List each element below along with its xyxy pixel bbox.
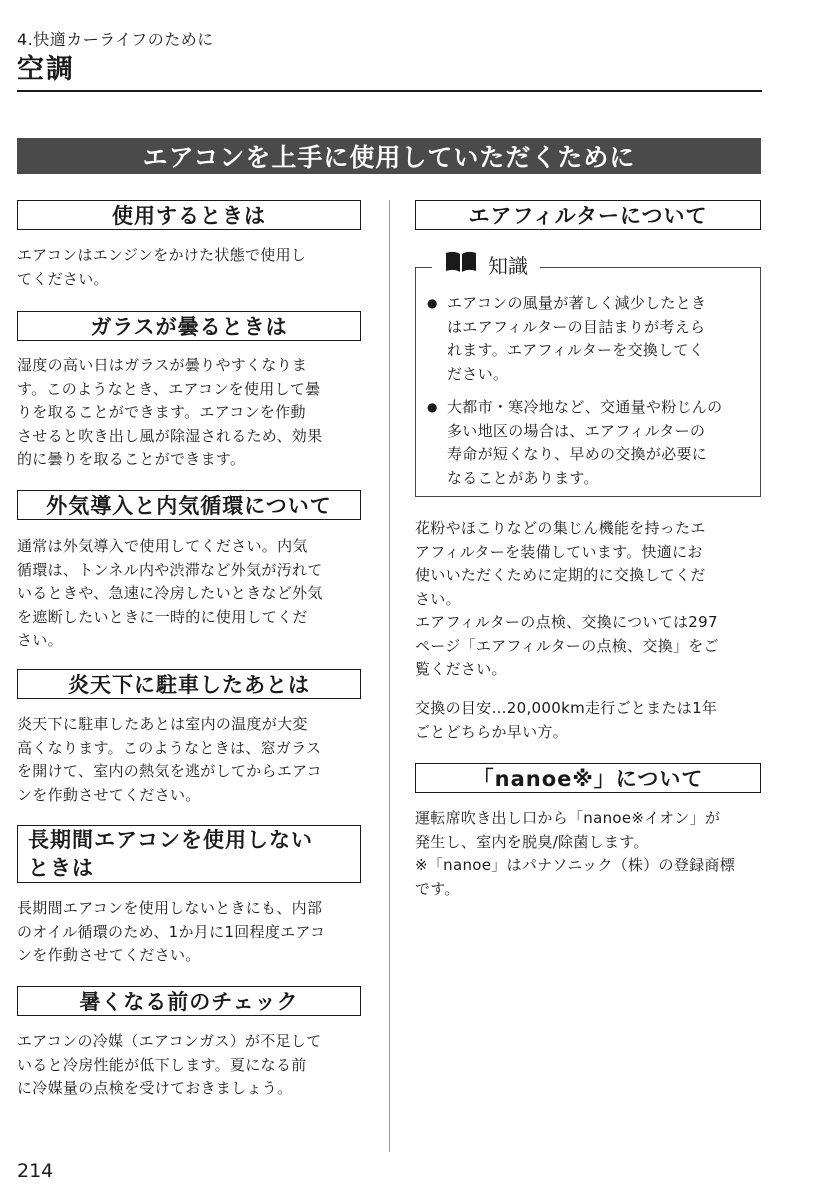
paragraph-using: エアコンはエンジンをかけた状態で使用し てください。: [17, 246, 307, 288]
book-icon: [444, 250, 478, 279]
paragraph-air-intake: 通常は外気導入で使用してください。内気 循環は、トンネル内や渋滞など外気が汚れて いるときや、急速に冷房したいときなど外気 を遮断したいときに一時的に使用してくだ さい。: [17, 537, 323, 649]
knowledge-item-text: エアコンの風量が著しく減少したとき はエアフィルターの目詰まりが考えら れます。エアフィルターを交換してく ださい。: [447, 294, 707, 383]
bullet-icon: ●: [427, 400, 438, 414]
paragraph-hot-parking: 炎天下に駐車したあとは室内の温度が大変 高くなります。このようなときは、窓ガラス を開けて、室内の熱気を逃がしてからエアコ ンを作動させてください。: [17, 715, 322, 804]
paragraph-summer-check: エアコンの冷媒（エアコンガス）が不足して いると冷房性能が低下します。夏になる前 に冷媒量の点検を受けておきましょう。: [17, 1032, 322, 1097]
paragraph-nanoe: 運転席吹き出し口から「nanoe※イオン」が 発生し、室内を脱臭/除菌します。 ※「nanoe」はパナソニック（株）の登録商標 です。: [415, 809, 736, 898]
paragraph-foggy-glass: 湿度の高い日はガラスが曇りやすくなりま す。このようなとき、エアコンを使用して曇 りを取ることができます。エアコンを作動 させると吹き出し風が除湿されるため、効果 的に曇りを取ることができます。: [17, 356, 323, 468]
list-item: [425, 396, 755, 490]
column-divider: [389, 200, 390, 1152]
list-item: [425, 292, 755, 386]
heading-nanoe: 「nanoe※」について: [415, 763, 761, 793]
knowledge-title: [432, 250, 540, 279]
paragraph-air-filter: 花粉やほこりなどの集じん機能を持ったエ アフィルターを装備しています。快適にお 使いいただくために定期的に交換してくだ さい。 エアフィルターの点検、交換については297 ページ「エアフィルターの点検、交換」をご 覧ください。: [415, 519, 719, 678]
heading-summer-check: 暑くなる前のチェック: [17, 986, 361, 1016]
section-banner: エアコンを上手に使用していただくために: [17, 138, 761, 174]
page-title: 空調: [17, 54, 75, 85]
knowledge-label: 知識: [488, 254, 528, 278]
paragraph-long-unused: 長期間エアコンを使用しないときにも、内部 のオイル循環のため、1か月に1回程度エアコ ンを作動させてください。: [17, 899, 326, 964]
bullet-icon: ●: [427, 296, 438, 310]
heading-using: 使用するときは: [17, 200, 361, 230]
page-number: 214: [17, 1160, 54, 1182]
heading-long-unused: 長期間エアコンを使用しない ときは: [17, 825, 361, 883]
heading-foggy-glass: ガラスが曇るときは: [17, 311, 361, 341]
heading-air-filter: エアフィルターについて: [415, 200, 761, 230]
paragraph-replace-guide: 交換の目安…20,000km走行ごとまたは1年 ごとどちらか早い方。: [415, 699, 718, 741]
heading-hot-parking: 炎天下に駐車したあとは: [17, 669, 361, 699]
knowledge-item-text: 大都市・寒冷地など、交通量や粉じんの 多い地区の場合は、エアフィルターの 寿命が短くなり、早めの交換が必要に なることがあります。: [447, 398, 723, 487]
chapter-label: 4.快適カーライフのために: [17, 30, 214, 49]
header-divider: [17, 90, 762, 92]
heading-air-intake: 外気導入と内気循環について: [17, 490, 361, 520]
knowledge-list: [425, 292, 755, 500]
